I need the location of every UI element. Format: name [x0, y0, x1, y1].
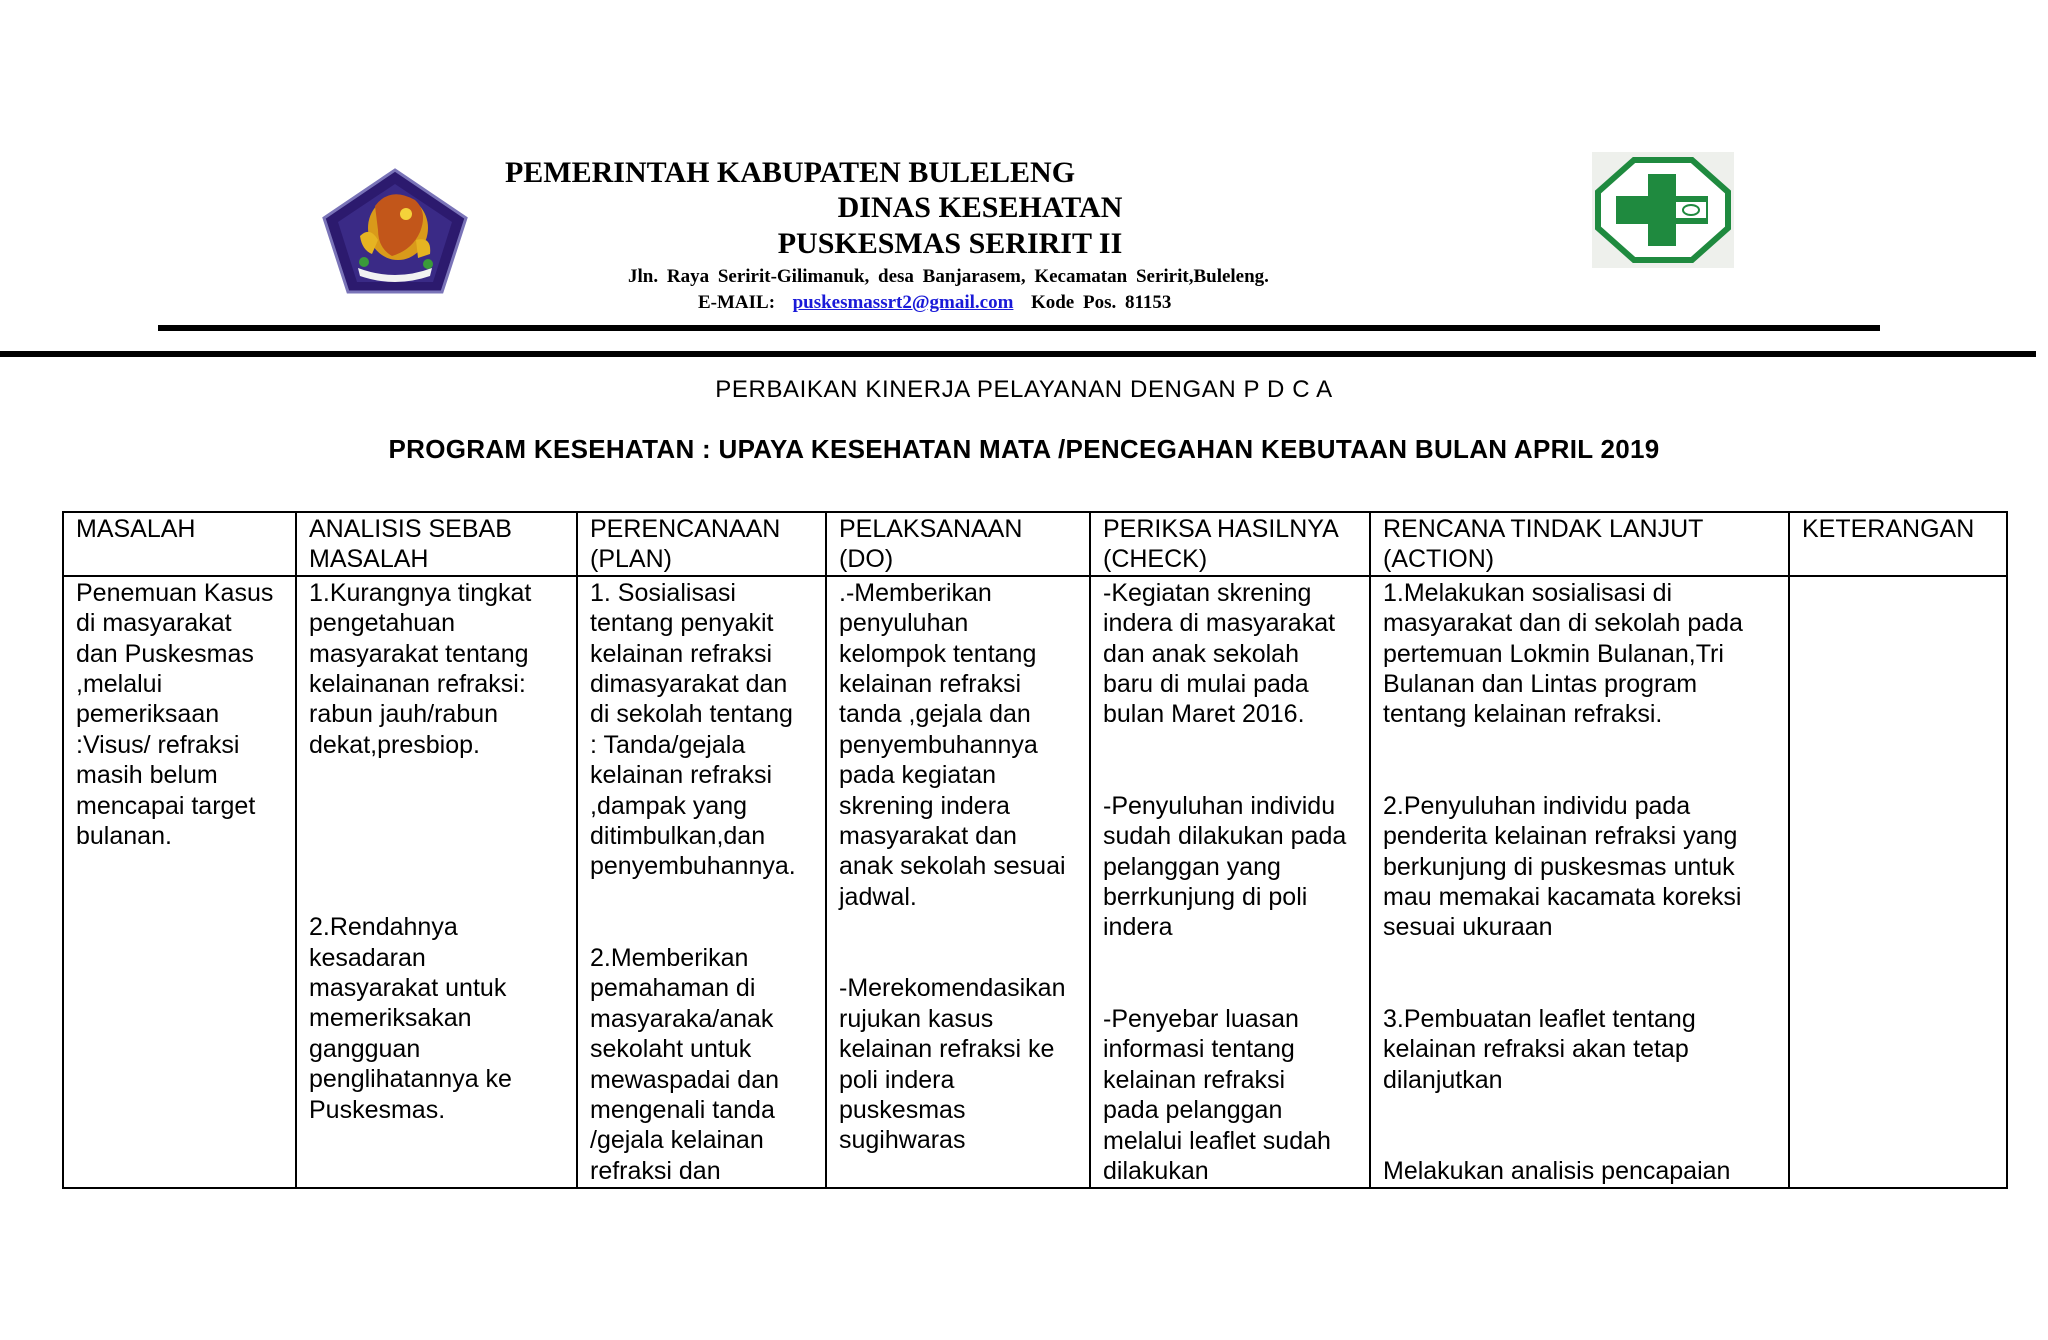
letterhead-rule-lower — [0, 351, 2036, 357]
do-item-2: -Merekomendasikan rujukan kasus kelainan refraksi ke poli indera puskesmas sugihwaras — [839, 974, 1066, 1155]
document-title: PERBAIKAN KINERJA PELAYANAN DENGAN P D C A — [715, 376, 1333, 403]
cell-action — [1370, 576, 1789, 1188]
document-subtitle: PROGRAM KESEHATAN : UPAYA KESEHATAN MATA /PENCEGAHAN KEBUTAAN BULAN APRIL 2019 — [388, 434, 1660, 464]
header-check: PERIKSA HASILNYA (CHECK) — [1090, 512, 1370, 576]
header-action: RENCANA TINDAK LANJUT (ACTION) — [1370, 512, 1789, 576]
header-masalah: MASALAH — [63, 512, 296, 576]
cell-plan — [577, 576, 826, 1188]
table-row — [63, 576, 2007, 1188]
puskesmas-cross-logo — [1592, 152, 1734, 268]
action-item-3: 3.Pembuatan leaflet tentang kelainan refraksi akan tetap dilanjutkan — [1383, 1004, 1696, 1094]
header-analisis: ANALISIS SEBAB MASALAH — [296, 512, 577, 576]
cell-check — [1090, 576, 1370, 1188]
cell-do — [826, 576, 1090, 1188]
pdca-table — [62, 511, 2008, 1189]
do-item-1: .-Memberikan penyuluhan kelompok tentang kelainan refraksi tanda ,gejala dan penyembuhannya pada kegiatan skrening indera masyarakat dan anak sekolah sesuai jadwal. — [839, 578, 1066, 911]
letterhead-rule-upper — [158, 325, 1880, 331]
letterhead-line-clinic: PUSKESMAS SERIRIT II — [777, 227, 1123, 260]
analisis-item-2: 2.Rendahnya kesadaran masyarakat untuk memeriksakan gangguan penglihatannya ke Puskesmas. — [309, 913, 512, 1124]
analisis-item-1: 1.Kurangnya tingkat pengetahuan masyarakat tentang kelainanan refraksi: rabun jauh/rabun dekat,presbiop. — [309, 578, 532, 759]
check-item-2: -Penyuluhan individu sudah dilakukan pada pelanggan yang berrkunjung di poli indera — [1103, 791, 1347, 942]
header-keterangan: KETERANGAN — [1789, 512, 2007, 576]
cell-keterangan — [1789, 576, 2007, 1188]
cell-masalah — [63, 576, 296, 1188]
postal-code: Kode Pos. 81153 — [1030, 292, 1172, 313]
letterhead-line-department: DINAS KESEHATAN — [837, 191, 1123, 224]
cell-analisis — [296, 576, 577, 1188]
check-item-3: -Penyebar luasan informasi tentang kelainan refraksi pada pelanggan melalui leaflet sudah dilakukan — [1103, 1004, 1331, 1185]
plan-item-1: 1. Sosialisasi tentang penyakit kelainan refraksi dimasyarakat dan di sekolah tentang : Tanda/gejala kelainan refraksi ,dampak yang ditimbulkan,dan penyembuhannya. — [590, 578, 796, 881]
header-do: PELAKSANAAN (DO) — [826, 512, 1090, 576]
table-header-row — [63, 512, 2007, 576]
action-item-2: 2.Penyuluhan individu pada penderita kelainan refraksi yang berkunjung di puskesmas untuk mau memakai kacamata koreksi sesuai ukuraan — [1383, 791, 1742, 942]
action-item-4: Melakukan analisis pencapaian — [1383, 1157, 1731, 1186]
letterhead-contact — [698, 292, 1171, 314]
email-link[interactable]: puskesmassrt2@gmail.com — [792, 292, 1014, 313]
plan-item-2: 2.Memberikan pemahaman di masyaraka/anak sekolaht untuk mewaspadai dan mengenali tanda /gejala kelainan refraksi dan — [590, 943, 780, 1185]
check-item-1: -Kegiatan skrening indera di masyarakat dan anak sekolah baru di mulai pada bulan Maret 2016. — [1103, 578, 1336, 729]
letterhead-address: Jln. Raya Seririt-Gilimanuk, desa Banjarasem, Kecamatan Seririt,Buleleng. — [628, 266, 1269, 287]
masalah-text: Penemuan Kasus di masyarakat dan Puskesmas ,melalui pemeriksaan :Visus/ refraksi masih belum mencapai target bulanan. — [76, 578, 274, 851]
email-label: E-MAIL: — [698, 292, 776, 313]
header-plan: PERENCANAAN (PLAN) — [577, 512, 826, 576]
letterhead-line-government: PEMERINTAH KABUPATEN BULELENG — [504, 156, 1076, 189]
action-item-1: 1.Melakukan sosialisasi di masyarakat dan di sekolah pada pertemuan Lokmin Bulanan,Tri Bulanan dan Lintas program tentang kelainan refraksi. — [1383, 578, 1743, 729]
